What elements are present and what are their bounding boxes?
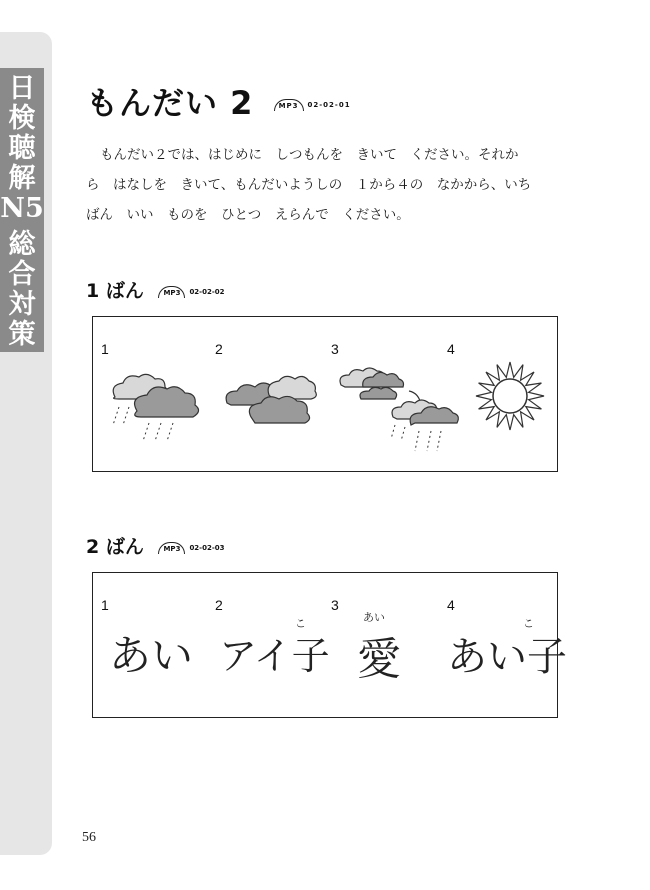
mp3-track-code: 02-02-01 — [307, 101, 351, 109]
option-text: あい — [109, 631, 194, 680]
item2-heading — [86, 532, 224, 559]
instruction-line: もんだい２では、はじめに しつもんを きいて ください。それか — [100, 147, 519, 163]
mp3-track-marker — [158, 542, 224, 554]
option-ruby: こ — [523, 617, 534, 630]
instruction-line: ら はなしを きいて、もんだいようしの １から４の なかから、いち — [86, 177, 532, 193]
cloudy-then-rain-icon — [337, 363, 457, 459]
option-number: 4 — [447, 597, 455, 613]
item2-answer-box — [92, 572, 567, 718]
instruction-line: ばん いい ものを ひとつ えらんで ください。 — [86, 207, 410, 223]
title-char: 日 — [8, 73, 36, 104]
question-title-text: もんだい 2 — [86, 84, 254, 122]
item1-heading — [86, 276, 224, 303]
title-char: 検 — [8, 103, 36, 134]
title-char: 総 — [8, 229, 36, 260]
book-title-vertical — [0, 68, 44, 352]
option-number: 3 — [331, 597, 339, 613]
title-char: 合 — [8, 259, 36, 290]
headphones-icon: MP3 — [158, 542, 185, 554]
title-char: N5 — [0, 193, 44, 224]
sun-icon — [473, 359, 547, 433]
mp3-track-code: 02-02-02 — [189, 287, 225, 296]
instructions — [86, 140, 586, 230]
option-number: 3 — [331, 341, 339, 357]
cloudy-icon — [221, 367, 321, 437]
option-number: 2 — [215, 341, 223, 357]
option-text: アイ子 — [219, 634, 330, 678]
option-ruby: あい — [363, 611, 385, 624]
question-title — [86, 78, 351, 124]
mp3-track-marker — [274, 99, 351, 111]
option-text: 愛 — [357, 634, 401, 685]
headphones-icon: MP3 — [274, 99, 304, 111]
headphones-icon: MP3 — [158, 286, 185, 298]
title-char: 策 — [8, 319, 36, 350]
item2-heading-text: 2 ばん — [86, 536, 144, 558]
mp3-track-code: 02-02-03 — [189, 543, 225, 552]
rain-cloud-icon — [105, 367, 205, 447]
title-char: 聴 — [8, 133, 36, 164]
option-ruby: こ — [295, 617, 306, 630]
title-char: 対 — [8, 289, 36, 320]
item1-heading-text: 1 ばん — [86, 280, 144, 302]
title-char: 解 — [8, 163, 36, 194]
option-number: 4 — [447, 341, 455, 357]
option-number: 2 — [215, 597, 223, 613]
option-number: 1 — [101, 597, 109, 613]
mp3-track-marker — [158, 286, 224, 298]
item1-answer-box — [92, 316, 558, 472]
option-text: あい子 — [447, 634, 567, 680]
option-number: 1 — [101, 341, 109, 357]
page-number: 56 — [82, 830, 96, 845]
